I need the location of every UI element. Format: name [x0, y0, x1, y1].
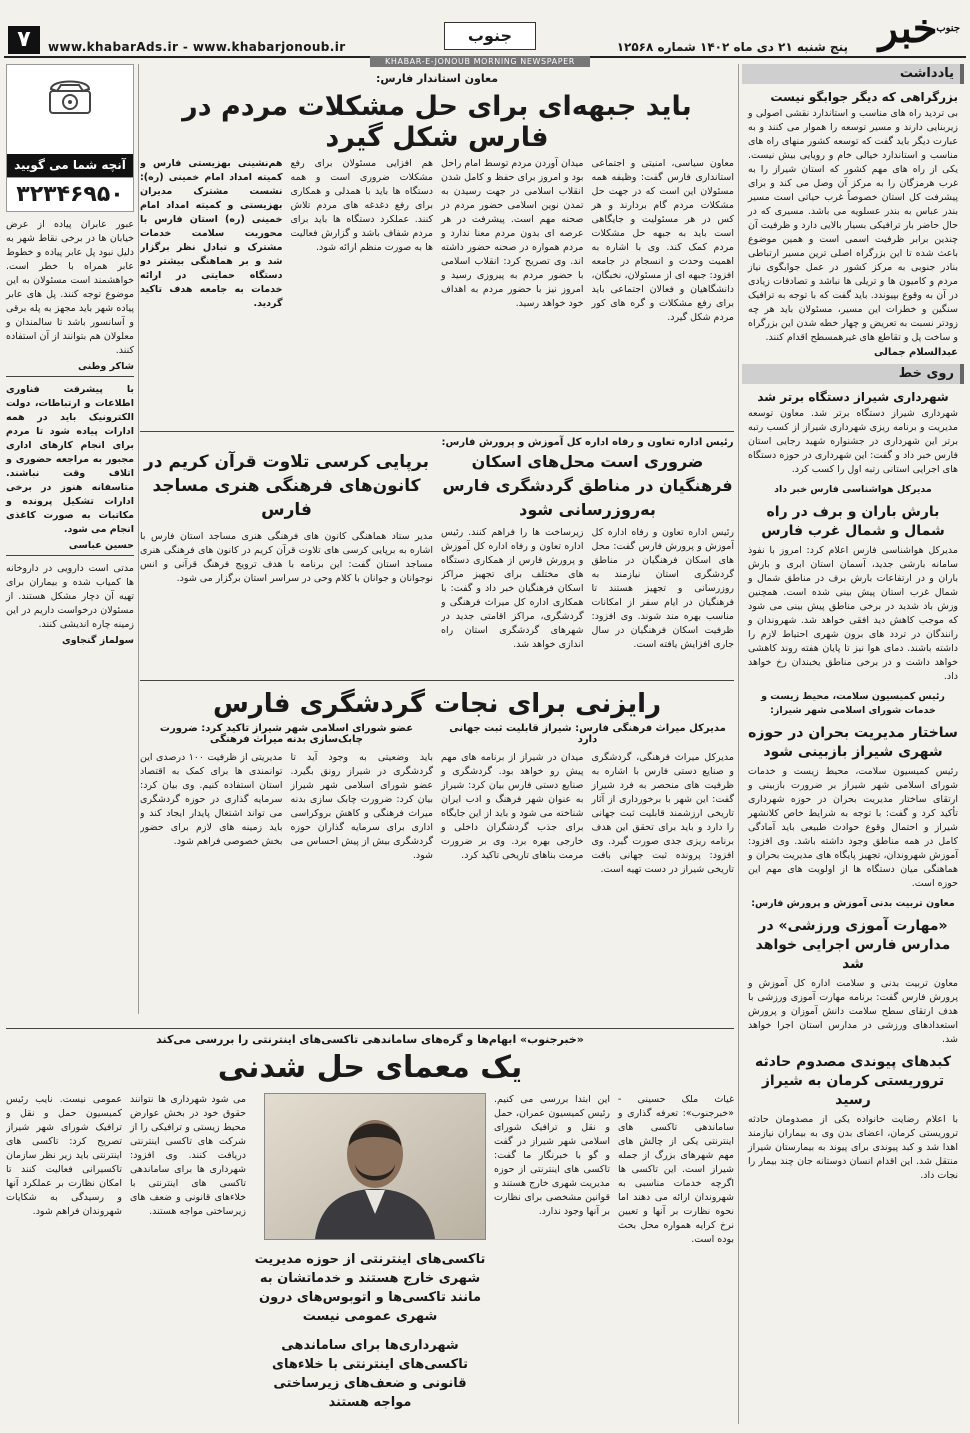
page-number: ۷ — [8, 26, 40, 54]
interview-column: عمومی نیست. نایب رئیس کمیسیون حمل و نقل و ترافیک شورای شهر شیراز تصریح کرد: تاکسی های اینترنتی باید زیر نظر سازمان تاکسیرانی فعالیت کنند تا امکان نظارت بر عملکرد آنها و رسیدگی به شکایات شهروندان فراهم شود. — [6, 1094, 122, 1217]
interview-headline[interactable]: یک معمای حل شدنی — [217, 1050, 523, 1085]
education-kicker: معاون تربیت بدنی آموزش و پرورش فارس: — [751, 898, 955, 909]
main-story-column: میدان آوردن مردم توسط امام راحل بود و امروز برای حفظ و کامل شدن انقلاب اسلامی در جهت رسیدن به تمدن نوین اسلامی حضور مردم در صحنه مهم است. پیشرفت در هر عرصه ای بدون مردم معنا ندارد و مردم همواره در صحنه حضور داشته اند. وی تصریح کرد: انقلاب اسلامی با حضور مردم به پیروزی رسید و امروز نیز با حضور مردم به اهداف خود خواهد رسید. — [441, 158, 584, 309]
column-separator — [138, 64, 139, 1014]
telephone-icon — [47, 75, 93, 115]
main-story-column: معاون سیاسی، امنیتی و اجتماعی استانداری فارس گفت: وظیفه همه مسئولان این است که در جهت حل مشکلات مردم گام بردارند و هر کس در هر مسئولیت و جایگاهی است باید به جبهه حل مشکلات مردم کمک کند. وی با اشاره به اهمیت وحدت و انسجام در جامعه افزود: جبهه ای از مسئولان، نخبگان، دانشگاهیان و فعالان اجتماعی باید برای رفع مشکلات و گره های کور مردم شکل گیرد. — [591, 158, 734, 323]
main-story-columns — [140, 157, 734, 427]
interview-column: غیاث ملک حسینی - «خبرجنوب»: تعرفه گذاری و ساماندهی تاکسی های اینترنتی یکی از چالش های مهم شهرهای بزرگ از جمله شیراز است. این تاکسی ها اگرچه خدمات مناسبی به شهروندان ارائه می دهند اما نحوه نظارت بر آنها و تعیین نرخ کرایه همواره محل بحث بوده است. — [618, 1094, 734, 1245]
weather-kicker: مدیرکل هواشناسی فارس خبر داد — [774, 484, 932, 495]
health-kicker: رئیس کمیسیون سلامت، محیط زیست و خدمات شورای اسلامی شهر شیراز: — [761, 691, 945, 716]
health-title: ساختار مدیریت بحران در حوزه شهری شیراز بازبینی شود — [748, 725, 958, 760]
website-urls[interactable]: www.khabarAds.ir - www.khabarjonoub.ir — [48, 40, 346, 54]
divider — [140, 680, 734, 681]
quran-title[interactable]: برپایی کرسی تلاوت قرآن کریم در کانون‌های فرهنگی هنری مساجد فارس — [144, 452, 429, 520]
divider — [6, 376, 134, 377]
municipality-body: شهرداری شیراز دستگاه برتر شد. معاون توسعه مدیریت و برنامه ریزی شهرداری شیراز از کسب رتبه برتر این شهرداری در جشنواره شهید رجایی استان فارس خبر داد و گفت: این شهرداری در حوزه دستگاه های اجرایی استانی رتبه اول را کسب کرد. — [748, 408, 958, 475]
tourism-column: مدیریتی از ظرفیت ۱۰۰ درصدی این توانمندی ها برای کمک به اقتصاد استان استفاده کنیم. وی بیان کرد: سرمایه گذاری در حوزه گردشگری می تواند اشتغال پایدار ایجاد کند و باید زمینه های لازم برای حضور بخش خصوصی فراهم شود. — [140, 752, 283, 847]
kerman-body: با اعلام رضایت خانواده یکی از مصدومان حادثه تروریستی کرمان، اعضای بدن وی به بیماران نیازمند اهدا شد و کبد پیوندی برای پیوند به بیمارستان شیراز منتقل شد. این اقدام انسان دوستانه جان چند بیمار را نجات داد. — [748, 1114, 958, 1181]
editorial-title: بزرگراهی که دیگر جوابگو نیست — [770, 90, 958, 104]
health-body: رئیس کمیسیون سلامت، محیط زیست و خدمات شورای اسلامی شهر شیراز بر ضرورت بازبینی و ارتقای ساختار مدیریت بحران در حوزه شهرداری تأکید کرد و گفت: با توجه به شرایط خاص کلانشهر شیراز و احتمال وقوع حوادث طبیعی باید آمادگی کامل در همه مناطق وجود داشته باشد. وی افزود: آموزش شهروندان، تجهیز پایگاه های مدیریت بحران و هماهنگی میان دستگاه ها از اولویت های مهم این حوزه است. — [748, 766, 958, 889]
reader-voice-label: آنچه شما می گویید — [7, 154, 133, 177]
quran-body: مدیر ستاد هماهنگی کانون های فرهنگی هنری مساجد استان فارس با اشاره به برپایی کرسی های تلاوت قرآن کریم در کانون های فرهنگی هنری مساجد استان گفت: این برنامه با هدف ترویج فرهنگ قرآنی و انس نوجوانان و جوانان با کلام وحی در سراسر استان برگزار می شود. — [140, 531, 433, 584]
reader-phone-box — [6, 64, 134, 178]
reader-message: مدتی است دارویی در داروخانه ها کمیاب شده و بیماران برای تهیه آن دچار مشکل هستند. از مسئولان درخواست داریم در این زمینه چاره اندیشی کنند. — [6, 563, 134, 630]
tourism-column: باید وضعیتی به وجود آید تا گردشگری در شیراز رونق بگیرد. عضو شورای اسلامی شهر شیراز بیان کرد: ضرورت چابک سازی بدنه میراث فرهنگی و کاهش بروکراسی اداری برای سرمایه گذاران حوزه گردشگری بیش از پیش احساس می شود. — [290, 752, 433, 861]
culture-row — [140, 436, 734, 676]
issue-date: پنج شنبه ۲۱ دی ماه ۱۴۰۲ شماره ۱۲۵۶۸ — [616, 40, 848, 54]
interview-photo-column — [254, 1093, 486, 1433]
main-area — [140, 64, 734, 926]
reader-message: عبور عابران پیاده از عرض خیابان ها در برخی نقاط شهر به دلیل نبود پل عابر پیاده و خطوط عابر همراه با خطر است. خواهشمند است مسئولان به این موضوع توجه کنند. پل های عابر پیاده شهر باید مجهز به پله برقی و آسانسور باشد تا سالمندان و معلولان هم بتوانند از آن استفاده کنند. — [6, 219, 134, 356]
newspaper-logo[interactable] — [858, 6, 958, 54]
weather-title: بارش باران و برف در راه شمال و شمال غرب فارس — [761, 504, 945, 539]
tourism-subhead: مدیرکل میراث فرهنگی فارس: شیراز قابلیت ثبت جهانی دارد — [449, 723, 726, 745]
logo-text: خبر — [878, 5, 938, 52]
weather-body: مدیرکل هواشناسی فارس اعلام کرد: امروز با نفوذ سامانه بارشی جدید، آسمان استان ابری و بارش باران و در ارتفاعات بارش برف در مناطق شمال و شمال غرب استان پیش بینی شده است. همچنین وزش باد شدید در برخی مناطق پیش بینی می شود که موجب کاهش دید افقی خواهد شد. شهروندان و رانندگان در تردد های برون شهری احتیاط لازم را داشته باشند. دمای هوا نیز تا پایان هفته روند کاهشی خواهد داشت و در برخی مناطق یخبندان رخ خواهد داد. — [748, 545, 958, 682]
culture-kicker: رئیس اداره تعاون و رفاه اداره کل آموزش و پرورش فارس: — [441, 437, 734, 448]
education-title: «مهارت آموزی ورزشی» در مدارس فارس اجرایی خواهد شد — [755, 918, 951, 972]
interview-column: این ابتدا بررسی می کنیم. رئیس کمیسیون عمران، حمل و نقل و ترافیک شورای اسلامی شهر شیراز در گفت و گو با خبرنگار ما گفت: تاکسی های اینترنتی از حوزه مدیریت شهری خارج هستند و قوانین مشخصی برای نظارت بر آنها وجود ندارد. — [494, 1094, 610, 1217]
english-tagline: KHABAR-E-JONOUB MORNING NEWSPAPER — [370, 56, 590, 67]
interview-columns — [6, 1093, 734, 1433]
section-rooye-khat: روی خط — [742, 364, 964, 384]
interview-column: می شود شهرداری ها نتوانند حقوق خود در بخش عوارض محیط زیستی و ترافیکی را از شرکت های تاکسی اینترنتی دریافت کنند. وی افزود: شهرداری ها برای ساماندهی تاکسی های اینترنتی با خلاءهای قانونی و ضعف های زیرساختی مواجه هستند. — [130, 1094, 246, 1217]
main-story-headline[interactable]: باید جبهه‌ای برای حل مشکلات مردم در فارس شکل گیرد — [182, 91, 692, 153]
tourism-columns — [140, 751, 734, 926]
right-column — [742, 64, 964, 1183]
editorial-body: بی تردید راه های مناسب و استاندارد نقشی اصولی و زیربنایی دارند و مسیر توسعه را هموار می کنند و به عبارت دیگر باید گفت که توسعه کشور منهای راه های مناسب و استاندارد خیالی خام و رویایی بیش نیست. یکی از راه های مهم کشور که استان شیراز را به غرب هرمزگان را به مرکز آن وصل می کند و برای پیشرفت کل استان خصوصاً غرب حیاتی است مسیر بندر عباس به بندر عسلویه می باشد. مسیری که در حال حاضر بار ترافیکی بسیار بالایی دارد و ظرفیت آن چندین برابر ظرفیت اسمی است و همین موضوع باعث شده تا این بزرگراه اصلی ترین مسیر ارتباطی بنادر جنوبی به مرکز کشور در عمل جوابگوی نیاز مردم و کامیون ها و تریلی ها نباشد و تصادفات زیادی در آن به وقوع بپیوندد. باید گفت که با توجه به ترافیک سنگین و خطرات این مسیر، مسئولان باید هر چه زودتر نسبت به تعریض و چهار خطه شدن این بزرگراه و ساخت پل و تقاطع های غیرهمسطح اقدام کنند. — [748, 108, 958, 343]
main-story-kicker: معاون استاندار فارس: — [375, 72, 499, 85]
tourism-subhead: عضو شورای اسلامی شهر شیراز تاکید کرد: ضرورت چابک‌سازی بدنه میراث فرهنگی — [159, 723, 414, 745]
masthead — [4, 4, 966, 56]
left-column — [6, 64, 134, 646]
logo-sub: جنوب — [936, 23, 960, 34]
culture-story — [441, 436, 734, 676]
interview-kicker: «خبرجنوب» ابهام‌ها و گره‌های ساماندهی تاکسی‌های اینترنتی را بررسی می‌کند — [156, 1033, 584, 1046]
culture-column: زیرساخت ها را فراهم کنند. رئیس اداره تعاون و رفاه اداره کل آموزش و پرورش فارس از همکاری دستگاه های مختلف برای تجهیز مراکز اسکان فرهنگیان خبر داد و گفت: با همکاری اداره کل میراث فرهنگی و گردشگری، مراکز اقامتی جدید در شهرهای گردشگری استان راه اندازی خواهد شد. — [441, 527, 584, 650]
column-separator — [738, 64, 739, 1424]
portrait-illustration — [265, 1094, 485, 1239]
tourism-subheads — [140, 723, 734, 745]
reader-message: با پیشرفت فناوری اطلاعات و ارتباطات، دولت الکترونیک باید در همه ادارات پیاده شود تا مردم برای انجام کارهای اداری مجبور به مراجعه حضوری و اتلاف وقت نباشند. متاسفانه هنوز در برخی ادارات تشکیل پرونده و مکاتبات به صورت کاغذی انجام می شود. — [6, 384, 134, 535]
divider — [140, 431, 734, 432]
kerman-title: کبدهای پیوندی مصدوم حادثه تروریستی کرمان به شیراز رسید — [754, 1054, 952, 1108]
reader-signature: سولماز گنجاوی — [61, 635, 134, 646]
reader-signature: شاکر وطنی — [78, 361, 134, 372]
interview-pullquote: تاکسی‌های اینترنتی از حوزه مدیریت شهری خارج هستند و خدماتشان به مانند تاکسی‌ها و اتوبوس‌های درون شهری عمومی نیست — [254, 1252, 486, 1324]
tourism-column: مدیرکل میراث فرهنگی، گردشگری و صنایع دستی فارس با اشاره به ظرفیت های منحصر به فرد شیراز گفت: این شهر با برخورداری از آثار تاریخی ارزشمند قابلیت ثبت جهانی را دارد و باید برای تحقق این هدف برنامه ریزی جدی صورت گیرد. وی افزود: پرونده ثبت جهانی بافت تاریخی شیراز در دست تهیه است. — [591, 752, 734, 875]
editorial-author: عبدالسلام جمالی — [874, 347, 958, 358]
quran-box — [140, 436, 433, 666]
culture-column: رئیس اداره تعاون و رفاه اداره کل آموزش و پرورش فارس گفت: محل های اسکان فرهنگیان در مناطق گردشگری استان نیازمند به روزرسانی و تجهیز هستند تا فرهنگیان در ایام سفر از امکانات مناسب بهره مند شوند. وی افزود: ظرفیت اسکان فرهنگیان در سال جاری افزایش یافته است. — [591, 527, 734, 650]
reader-signature: حسین عباسی — [68, 540, 134, 551]
divider — [6, 555, 134, 556]
tourism-banner[interactable]: رایزنی برای نجات گردشگری فارس — [212, 689, 662, 719]
reader-phone-number[interactable]: ۳۲۳۴۶۹۵۰ — [6, 178, 134, 212]
divider — [6, 1028, 734, 1029]
page-section-tag: جنوب — [444, 22, 536, 50]
municipality-title: شهرداری شیراز دستگاه برتر شد — [757, 390, 949, 404]
education-body: معاون تربیت بدنی و سلامت اداره کل آموزش و پرورش فارس گفت: برنامه مهارت آموزی ورزشی با هدف ارتقای سطح سلامت دانش آموزان و پرورش استعدادهای ورزشی در مدارس استان اجرا خواهد شد. — [748, 978, 958, 1045]
interview-pullquote: شهرداری‌ها برای ساماندهی تاکسی‌های اینترنتی با خلاء‌های قانونی و ضعف‌های زیرساختی مواجه هستند — [272, 1338, 468, 1410]
tourism-column: میدان در شیراز از برنامه های مهم پیش رو خواهد بود. گردشگری و صنایع دستی فارس بیان کرد: شیراز به عنوان شهر فرهنگ و ادب ایران شناخته می شود و باید از این جایگاه برای جذب گردشگران داخلی و خارجی بهره برد. وی بر ضرورت مرمت بناهای تاریخی تاکید کرد. — [441, 752, 584, 861]
main-story-column: هم‌نشینی بهزیستی فارس و کمیته امداد امام خمینی (ره): نشست مشترک مدیران بهزیستی و کمیته امداد امام خمینی (ره) استان فارس با محوریت سلامت خدمات مشترک و تبادل نظر برگزار شد و بر هماهنگی بیشتر دو دستگاه حمایتی در ارائه خدمات به جامعه هدف تاکید گردید. — [140, 158, 283, 309]
interview-section — [6, 1024, 734, 1433]
culture-title[interactable]: ضروری است محل‌های اسکان فرهنگیان در مناطق گردشگری فارس به‌روزرسانی شود — [442, 452, 733, 519]
section-yaddasht: یادداشت — [742, 64, 964, 84]
interviewee-photo — [264, 1093, 486, 1240]
main-story-column: هم افزایی مسئولان برای رفع مشکلات ضروری است و همه دستگاه ها باید با همدلی و همکاری برای رفع دغدغه های مردم تلاش کنند. عملکرد دستگاه ها باید برای مردم شفاف باشد و گزارش فعالیت ها به صورت منظم ارائه شود. — [290, 158, 433, 253]
culture-columns — [441, 526, 734, 676]
